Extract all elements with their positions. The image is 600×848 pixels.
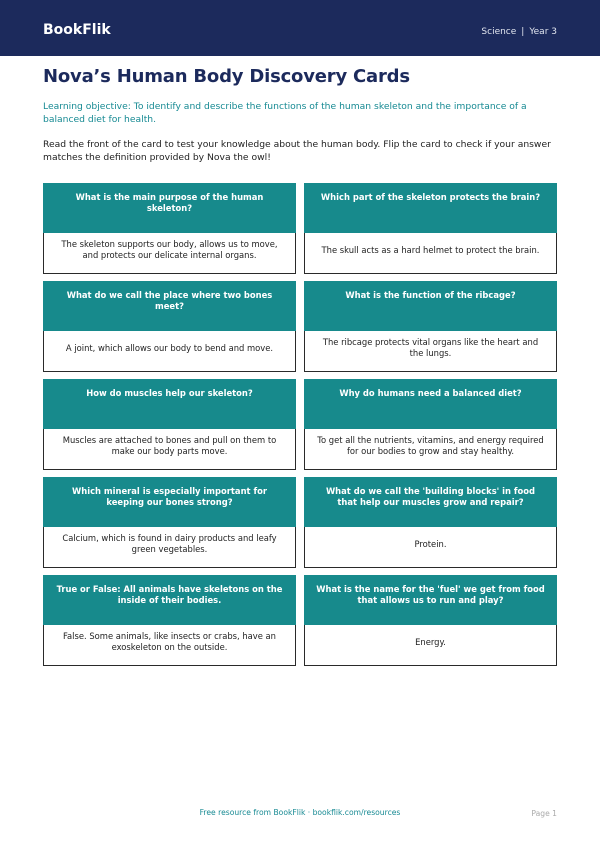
flash-card[interactable] bbox=[304, 281, 557, 372]
breadcrumb-separator: | bbox=[521, 27, 525, 37]
card-answer: False. Some animals, like insects or crabs, have an exoskeleton on the outside. bbox=[43, 625, 296, 666]
flash-card[interactable] bbox=[304, 183, 557, 274]
flash-card[interactable] bbox=[43, 379, 296, 470]
header-bar bbox=[0, 0, 600, 56]
breadcrumb-subject: Science bbox=[481, 27, 517, 37]
flash-card[interactable] bbox=[43, 183, 296, 274]
card-answer: To get all the nutrients, vitamins, and energy required for our bodies to grow and stay healthy. bbox=[304, 429, 557, 470]
card-question: What is the function of the ribcage? bbox=[304, 281, 557, 331]
card-question: True or False: All animals have skeletons on the inside of their bodies. bbox=[43, 575, 296, 625]
flash-card[interactable] bbox=[43, 281, 296, 372]
card-answer: Muscles are attached to bones and pull on them to make our body parts move. bbox=[43, 429, 296, 470]
card-answer: The skeleton supports our body, allows us to move, and protects our delicate internal organs. bbox=[43, 233, 296, 274]
card-question: What is the main purpose of the human skeleton? bbox=[43, 183, 296, 233]
flash-card[interactable] bbox=[43, 477, 296, 568]
card-question: What is the name for the 'fuel' we get from food that allows us to run and play? bbox=[304, 575, 557, 625]
card-question: Which part of the skeleton protects the brain? bbox=[304, 183, 557, 233]
breadcrumb-year: Year 3 bbox=[529, 27, 557, 37]
flash-card[interactable] bbox=[304, 575, 557, 666]
brand-logo[interactable]: BookFlik bbox=[43, 22, 111, 38]
flash-card[interactable] bbox=[304, 477, 557, 568]
page-number: Page 1 bbox=[531, 809, 557, 818]
card-question: What do we call the place where two bones meet? bbox=[43, 281, 296, 331]
breadcrumb bbox=[481, 27, 557, 37]
flash-card[interactable] bbox=[304, 379, 557, 470]
card-answer: The skull acts as a hard helmet to protect the brain. bbox=[304, 233, 557, 274]
card-answer: Calcium, which is found in dairy products and leafy green vegetables. bbox=[43, 527, 296, 568]
card-answer: Energy. bbox=[304, 625, 557, 666]
card-answer: A joint, which allows our body to bend and move. bbox=[43, 331, 296, 372]
card-answer: Protein. bbox=[304, 527, 557, 568]
card-question: Which mineral is especially important for keeping our bones strong? bbox=[43, 477, 296, 527]
card-question: How do muscles help our skeleton? bbox=[43, 379, 296, 429]
flash-card[interactable] bbox=[43, 575, 296, 666]
card-grid bbox=[43, 183, 557, 666]
card-question: Why do humans need a balanced diet? bbox=[304, 379, 557, 429]
page-title: Nova’s Human Body Discovery Cards bbox=[43, 66, 410, 87]
card-answer: The ribcage protects vital organs like the heart and the lungs. bbox=[304, 331, 557, 372]
learning-objective: Learning objective: To identify and describe the functions of the human skeleton and the importance of a balanced diet for health. bbox=[43, 101, 527, 125]
card-question: What do we call the 'building blocks' in food that help our muscles grow and repair? bbox=[304, 477, 557, 527]
footer-resource-link[interactable]: Free resource from BookFlik · bookflik.com/resources bbox=[199, 808, 401, 817]
intro-text: Read the front of the card to test your knowledge about the human body. Flip the card to check if your answer matches the definition provided by Nova the owl! bbox=[43, 139, 551, 163]
